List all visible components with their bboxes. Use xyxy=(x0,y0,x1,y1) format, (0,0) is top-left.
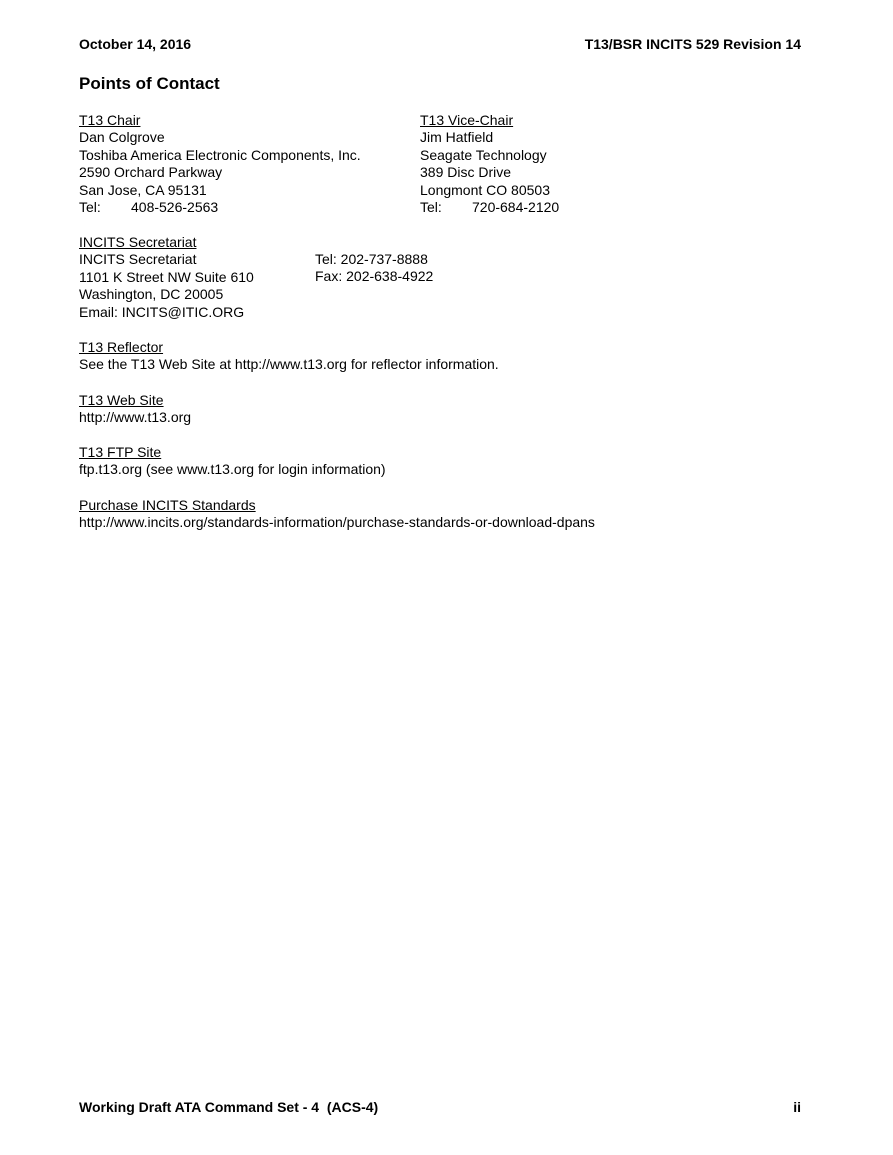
vice-chair-tel-label: Tel: xyxy=(420,199,442,216)
header-doc-id: T13/BSR INCITS 529 Revision 14 xyxy=(584,36,801,52)
website-section xyxy=(79,392,191,427)
ftp-heading: T13 FTP Site xyxy=(79,444,162,460)
vice-chair-city: Longmont CO 80503 xyxy=(420,181,550,198)
secretariat-street: 1101 K Street NW Suite 610 xyxy=(79,268,254,285)
secretariat-city: Washington, DC 20005 xyxy=(79,286,224,303)
purchase-url: http://www.incits.org/standards-information/purchase-standards-or-download-dpans xyxy=(79,514,595,531)
reflector-heading: T13 Reflector xyxy=(79,339,164,355)
purchase-heading: Purchase INCITS Standards xyxy=(79,497,256,513)
secretariat-email: Email: INCITS@ITIC.ORG xyxy=(79,303,245,320)
chair-name: Dan Colgrove xyxy=(79,129,165,146)
secretariat-tel: Tel: 202-737-8888 xyxy=(315,251,428,267)
vice-chair-name: Jim Hatfield xyxy=(420,129,494,146)
footer-title: Working Draft ATA Command Set - 4 (ACS-4) xyxy=(79,1099,379,1115)
reflector-text: See the T13 Web Site at http://www.t13.org for reflector information. xyxy=(79,356,499,373)
footer-page-number: ii xyxy=(793,1099,801,1115)
chair-heading: T13 Chair xyxy=(79,112,141,128)
secretariat-heading: INCITS Secretariat xyxy=(79,234,197,250)
secretariat-contact xyxy=(79,234,254,321)
header-date: October 14, 2016 xyxy=(79,36,192,52)
vice-chair-street: 389 Disc Drive xyxy=(420,164,512,181)
vice-chair-contact xyxy=(420,112,559,216)
vice-chair-heading: T13 Vice-Chair xyxy=(420,112,514,128)
reflector-section xyxy=(79,339,499,374)
website-url: http://www.t13.org xyxy=(79,409,192,426)
secretariat-name: INCITS Secretariat xyxy=(79,251,197,268)
chair-city: San Jose, CA 95131 xyxy=(79,181,207,198)
chair-contact xyxy=(79,112,361,216)
secretariat-fax: Fax: 202-638-4922 xyxy=(315,268,434,285)
secretariat-phone xyxy=(315,251,433,286)
chair-company: Toshiba America Electronic Components, Inc. xyxy=(79,146,361,163)
purchase-section xyxy=(79,497,595,532)
chair-tel: 408-526-2563 xyxy=(131,199,219,216)
ftp-text: ftp.t13.org (see www.t13.org for login information) xyxy=(79,461,386,478)
page-title: Points of Contact xyxy=(79,74,220,93)
vice-chair-company: Seagate Technology xyxy=(420,146,547,163)
website-heading: T13 Web Site xyxy=(79,392,164,408)
chair-tel-label: Tel: xyxy=(79,199,101,216)
vice-chair-tel: 720-684-2120 xyxy=(472,199,560,216)
ftp-section xyxy=(79,444,386,479)
vice-chair-tel-row xyxy=(420,199,559,216)
chair-tel-row xyxy=(79,199,361,216)
chair-street: 2590 Orchard Parkway xyxy=(79,164,223,181)
